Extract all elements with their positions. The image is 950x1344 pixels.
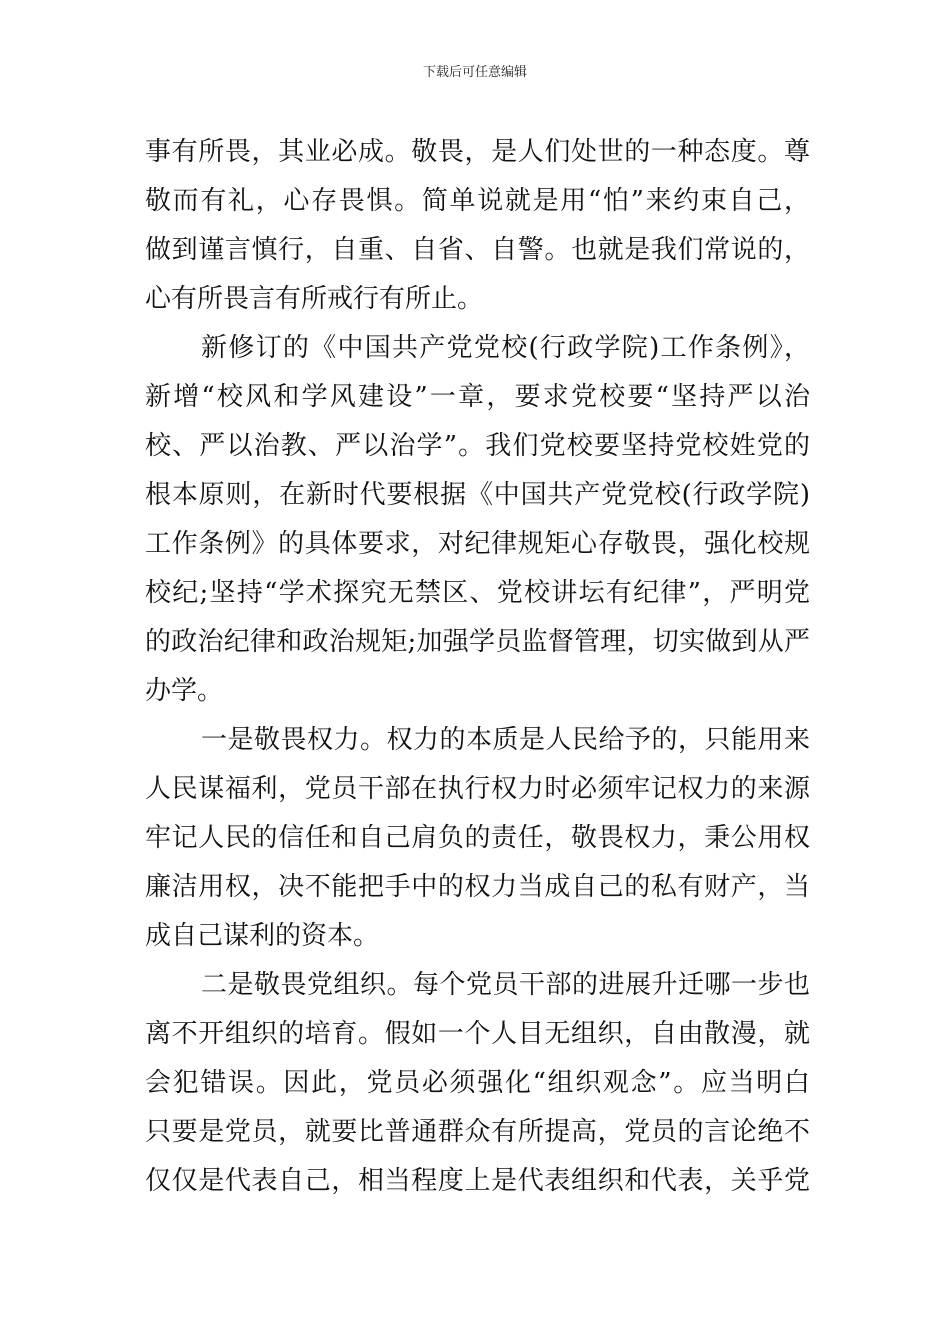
text-line: 仅仅是代表自己，相当程度上是代表组织和代表，关乎党 [145,1166,810,1196]
text-line: 离不开组织的培育。假如一个人目无组织，自由散漫，就 [145,1019,810,1049]
text-line: 会犯错误。因此，党员必须强化“组织观念”。应当明白 [145,1068,810,1098]
text-line: 做到谨言慎行，自重、自省、自警。也就是我们常说的， [145,235,810,265]
text-line: 牢记人民的信任和自己肩负的责任，敬畏权力，秉公用权 [145,823,810,853]
paragraph [145,324,810,716]
paragraph [145,716,810,961]
text-line: 事有所畏，其业必成。敬畏，是人们处世的一种态度。尊 [145,137,810,167]
text-line: 只要是党员，就要比普通群众有所提高，党员的言论绝不 [145,1117,810,1147]
text-line: 心有所畏言有所戒行有所止。 [145,284,484,314]
text-line: 敬而有礼，心存畏惧。简单说就是用“怕”来约束自己， [145,186,810,216]
text-line: 工作条例》的具体要求，对纪律规矩心存敬畏，强化校规 [145,529,810,559]
text-line: 一是敬畏权力。权力的本质是人民给予的，只能用来 [201,725,810,755]
text-line: 成自己谋利的资本。 [145,921,380,951]
text-line: 校纪;坚持“学术探究无禁区、党校讲坛有纪律”，严明党 [145,578,810,608]
text-line: 的政治纪律和政治规矩;加强学员监督管理，切实做到从严 [145,627,810,657]
page-header: 下载后可任意编辑 [422,65,527,80]
text-line: 校、严以治教、严以治学”。我们党校要坚持党校姓党的 [145,431,810,461]
text-line: 办学。 [145,676,224,706]
paragraph [145,961,810,1206]
text-line: 新修订的《中国共产党党校(行政学院)工作条例》， [201,333,810,363]
text-line: 人民谋福利，党员干部在执行权力时必须牢记权力的来源 [145,774,810,804]
text-line: 二是敬畏党组织。每个党员干部的进展升迁哪一步也 [201,970,810,1000]
text-line: 根本原则，在新时代要根据《中国共产党党校(行政学院) [145,480,810,510]
paragraph [145,128,810,324]
text-line: 廉洁用权，决不能把手中的权力当成自己的私有财产，当 [145,872,810,902]
document-body [145,128,810,1206]
text-line: 新增“校风和学风建设”一章，要求党校要“坚持严以治 [145,382,810,412]
